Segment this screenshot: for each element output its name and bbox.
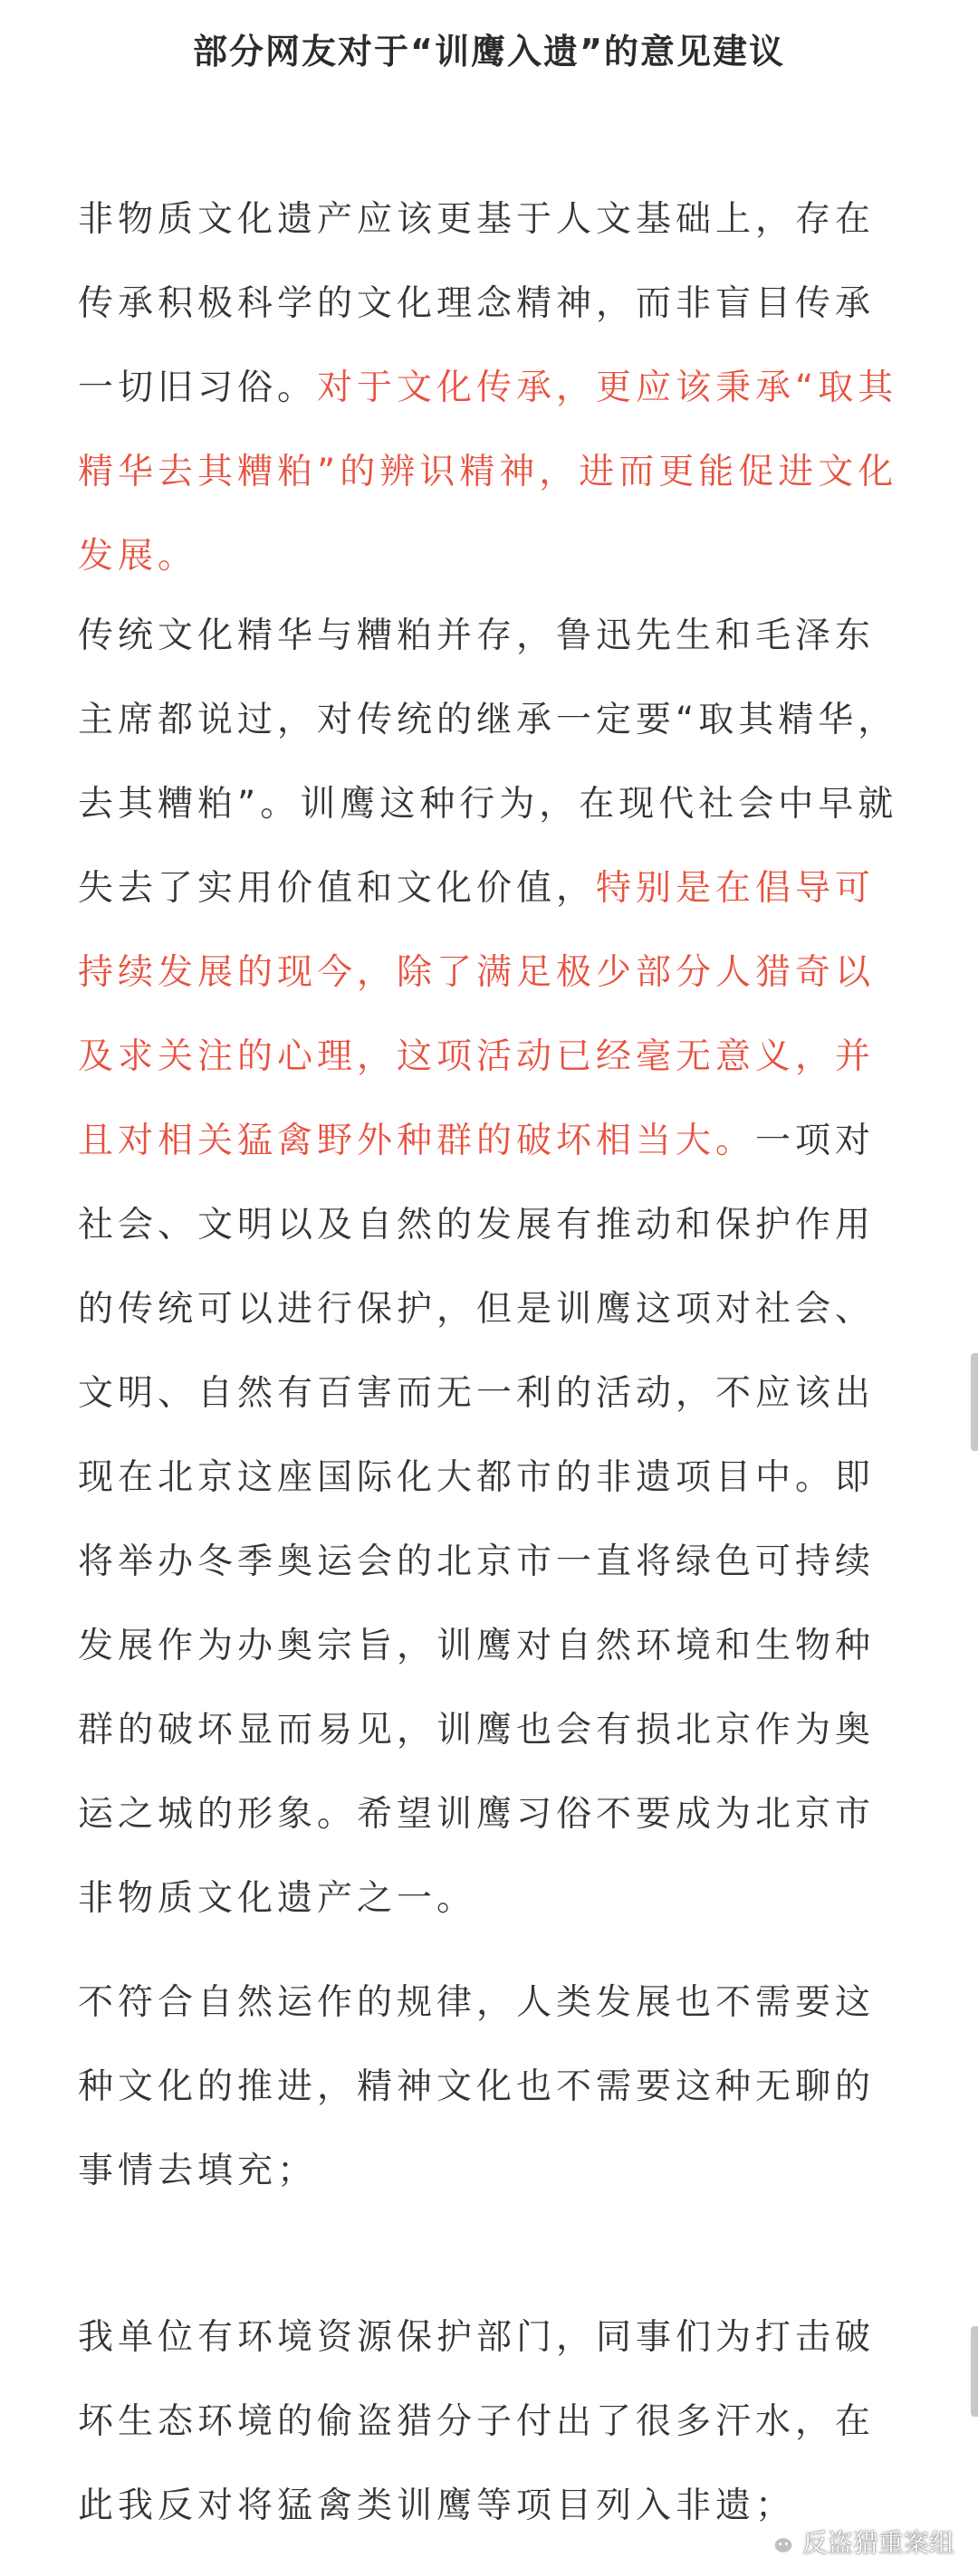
paragraph-1-highlight: 对于文化传承，更应该秉承“取其精华去其糟粕”的辨识精神，进而更能促进文化发展。 bbox=[78, 367, 898, 577]
wechat-icon bbox=[759, 2526, 795, 2557]
watermark bbox=[759, 2522, 954, 2562]
paragraph-1-text: 非物质文化遗产应该更基于人文基础上，存在传承积极科学的文化理念精神，而非盲目传承一切旧习俗。 bbox=[78, 199, 876, 408]
paragraph-4-text: 我单位有环境资源保护部门，同事们为打击破坏生态环境的偷盗猎分子付出了很多汗水，在此我反对将猛禽类训鹰等项目列入非遗； bbox=[78, 2317, 876, 2526]
paragraph-1 bbox=[78, 177, 902, 598]
paragraph-3-text: 不符合自然运作的规律，人类发展也不需要这种文化的推进，精神文化也不需要这种无聊的事情去填充； bbox=[78, 1982, 876, 2191]
paragraph-2-text-b: 一项对社会、文明以及自然的发展有推动和保护作用的传统可以进行保护，但是训鹰这项对社会、文明、自然有百害而无一利的活动，不应该出现在北京这座国际化大都市的非遗项目中。即将举办冬季奥运会的北京市一直将绿色可持续发展作为办奥宗旨，训鹰对自然环境和生物种群的破坏显而易见，训鹰也会有损北京作为奥运之城的形象。希望训鹰习俗不要成为北京市非物质文化遗产之一。 bbox=[78, 1121, 876, 1919]
article-title: 部分网友对于“训鹰入遗”的意见建议 bbox=[193, 32, 785, 72]
paragraph-4 bbox=[78, 2295, 902, 2548]
paragraph-3 bbox=[78, 1961, 902, 2213]
paragraph-2-highlight: 特别是在倡导可持续发展的现今，除了满足极少部分人猎奇以及求关注的心理，这项活动已经毫无意义，并且对相关猛禽野外种群的破坏相当大。 bbox=[78, 868, 876, 1161]
paragraph-2 bbox=[78, 594, 902, 1941]
scrollbar-thumb[interactable] bbox=[971, 1353, 978, 1451]
watermark-text: 反盗猎重案组 bbox=[801, 2528, 954, 2558]
paragraph-2-text-a: 传统文化精华与糟粕并存，鲁迅先生和毛泽东主席都说过，对传统的继承一定要“取其精华，去其糟粕”。训鹰这种行为，在现代社会中早就失去了实用价值和文化价值， bbox=[78, 615, 898, 909]
scrollbar-thumb-lower[interactable] bbox=[971, 2326, 978, 2417]
